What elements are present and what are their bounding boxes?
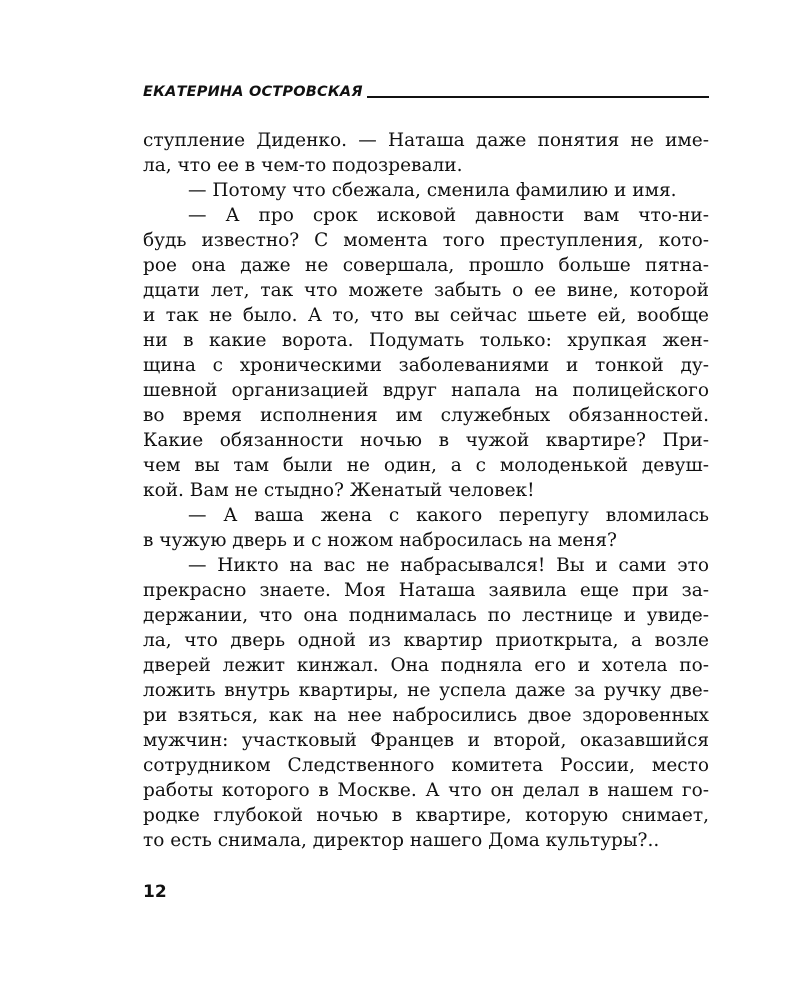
text-line: ла, что дверь одной из квартир приоткрыта, а возле — [143, 630, 709, 651]
text-line: будь известно? С момента того преступления, кото- — [143, 230, 709, 251]
text-line: ни в какие ворота. Подумать только: хрупкая жен- — [143, 330, 709, 351]
text-line: кой. Вам не стыдно? Женатый человек! — [143, 480, 535, 501]
text-line: ступление Диденко. — Наташа даже понятия не име- — [143, 130, 709, 151]
text-line: держании, что она поднималась по лестнице и увиде- — [143, 605, 709, 626]
text-line: работы которого в Москве. А что он делал в нашем го- — [143, 780, 709, 801]
header-rule — [367, 96, 709, 98]
text-line: ри взяться, как на нее набросились двое здоровенных — [143, 705, 709, 726]
text-line: родке глубокой ночью в квартире, которую снимает, — [143, 805, 709, 826]
running-header — [143, 80, 709, 100]
author-name: ЕКАТЕРИНА ОСТРОВСКАЯ — [143, 84, 363, 100]
text-line: мужчин: участковый Францев и второй, оказавшийся — [143, 730, 709, 751]
text-line: дверей лежит кинжал. Она подняла его и хотела по- — [143, 655, 709, 676]
text-line: и так не было. А то, что вы сейчас шьете ей, вообще — [143, 305, 709, 326]
text-line: ложить внутрь квартиры, не успела даже за ручку две- — [143, 680, 709, 701]
text-line: рое она даже не совершала, прошло больше пятна- — [143, 255, 709, 276]
text-line: — Никто на вас не набрасывался! Вы и сами это — [188, 555, 709, 576]
text-line: прекрасно знаете. Моя Наташа заявила еще при за- — [143, 580, 709, 601]
text-line: сотрудником Следственного комитета России, место — [143, 755, 709, 776]
text-line: — А ваша жена с какого перепугу вломилась — [188, 505, 709, 526]
text-line: чем вы там были не один, а с молоденькой девуш- — [143, 455, 709, 476]
text-line: щина с хроническими заболеваниями и тонкой ду- — [143, 355, 709, 376]
text-line: то есть снимала, директор нашего Дома культуры?.. — [143, 830, 660, 851]
text-line: Какие обязанности ночью в чужой квартире? При- — [143, 430, 709, 451]
text-line: — А про срок исковой давности вам что-ни- — [188, 205, 709, 226]
text-line: ла, что ее в чем-то подозревали. — [143, 155, 463, 176]
text-line: в чужую дверь и с ножом набросилась на меня? — [143, 530, 617, 551]
text-line: дцати лет, так что можете забыть о ее вине, которой — [143, 280, 709, 301]
text-line: — Потому что сбежала, сменила фамилию и имя. — [188, 180, 677, 201]
text-line: шевной организацией вдруг напала на полицейского — [143, 380, 709, 401]
page-number: 12 — [143, 882, 167, 902]
text-line: во время исполнения им служебных обязанностей. — [143, 405, 709, 426]
